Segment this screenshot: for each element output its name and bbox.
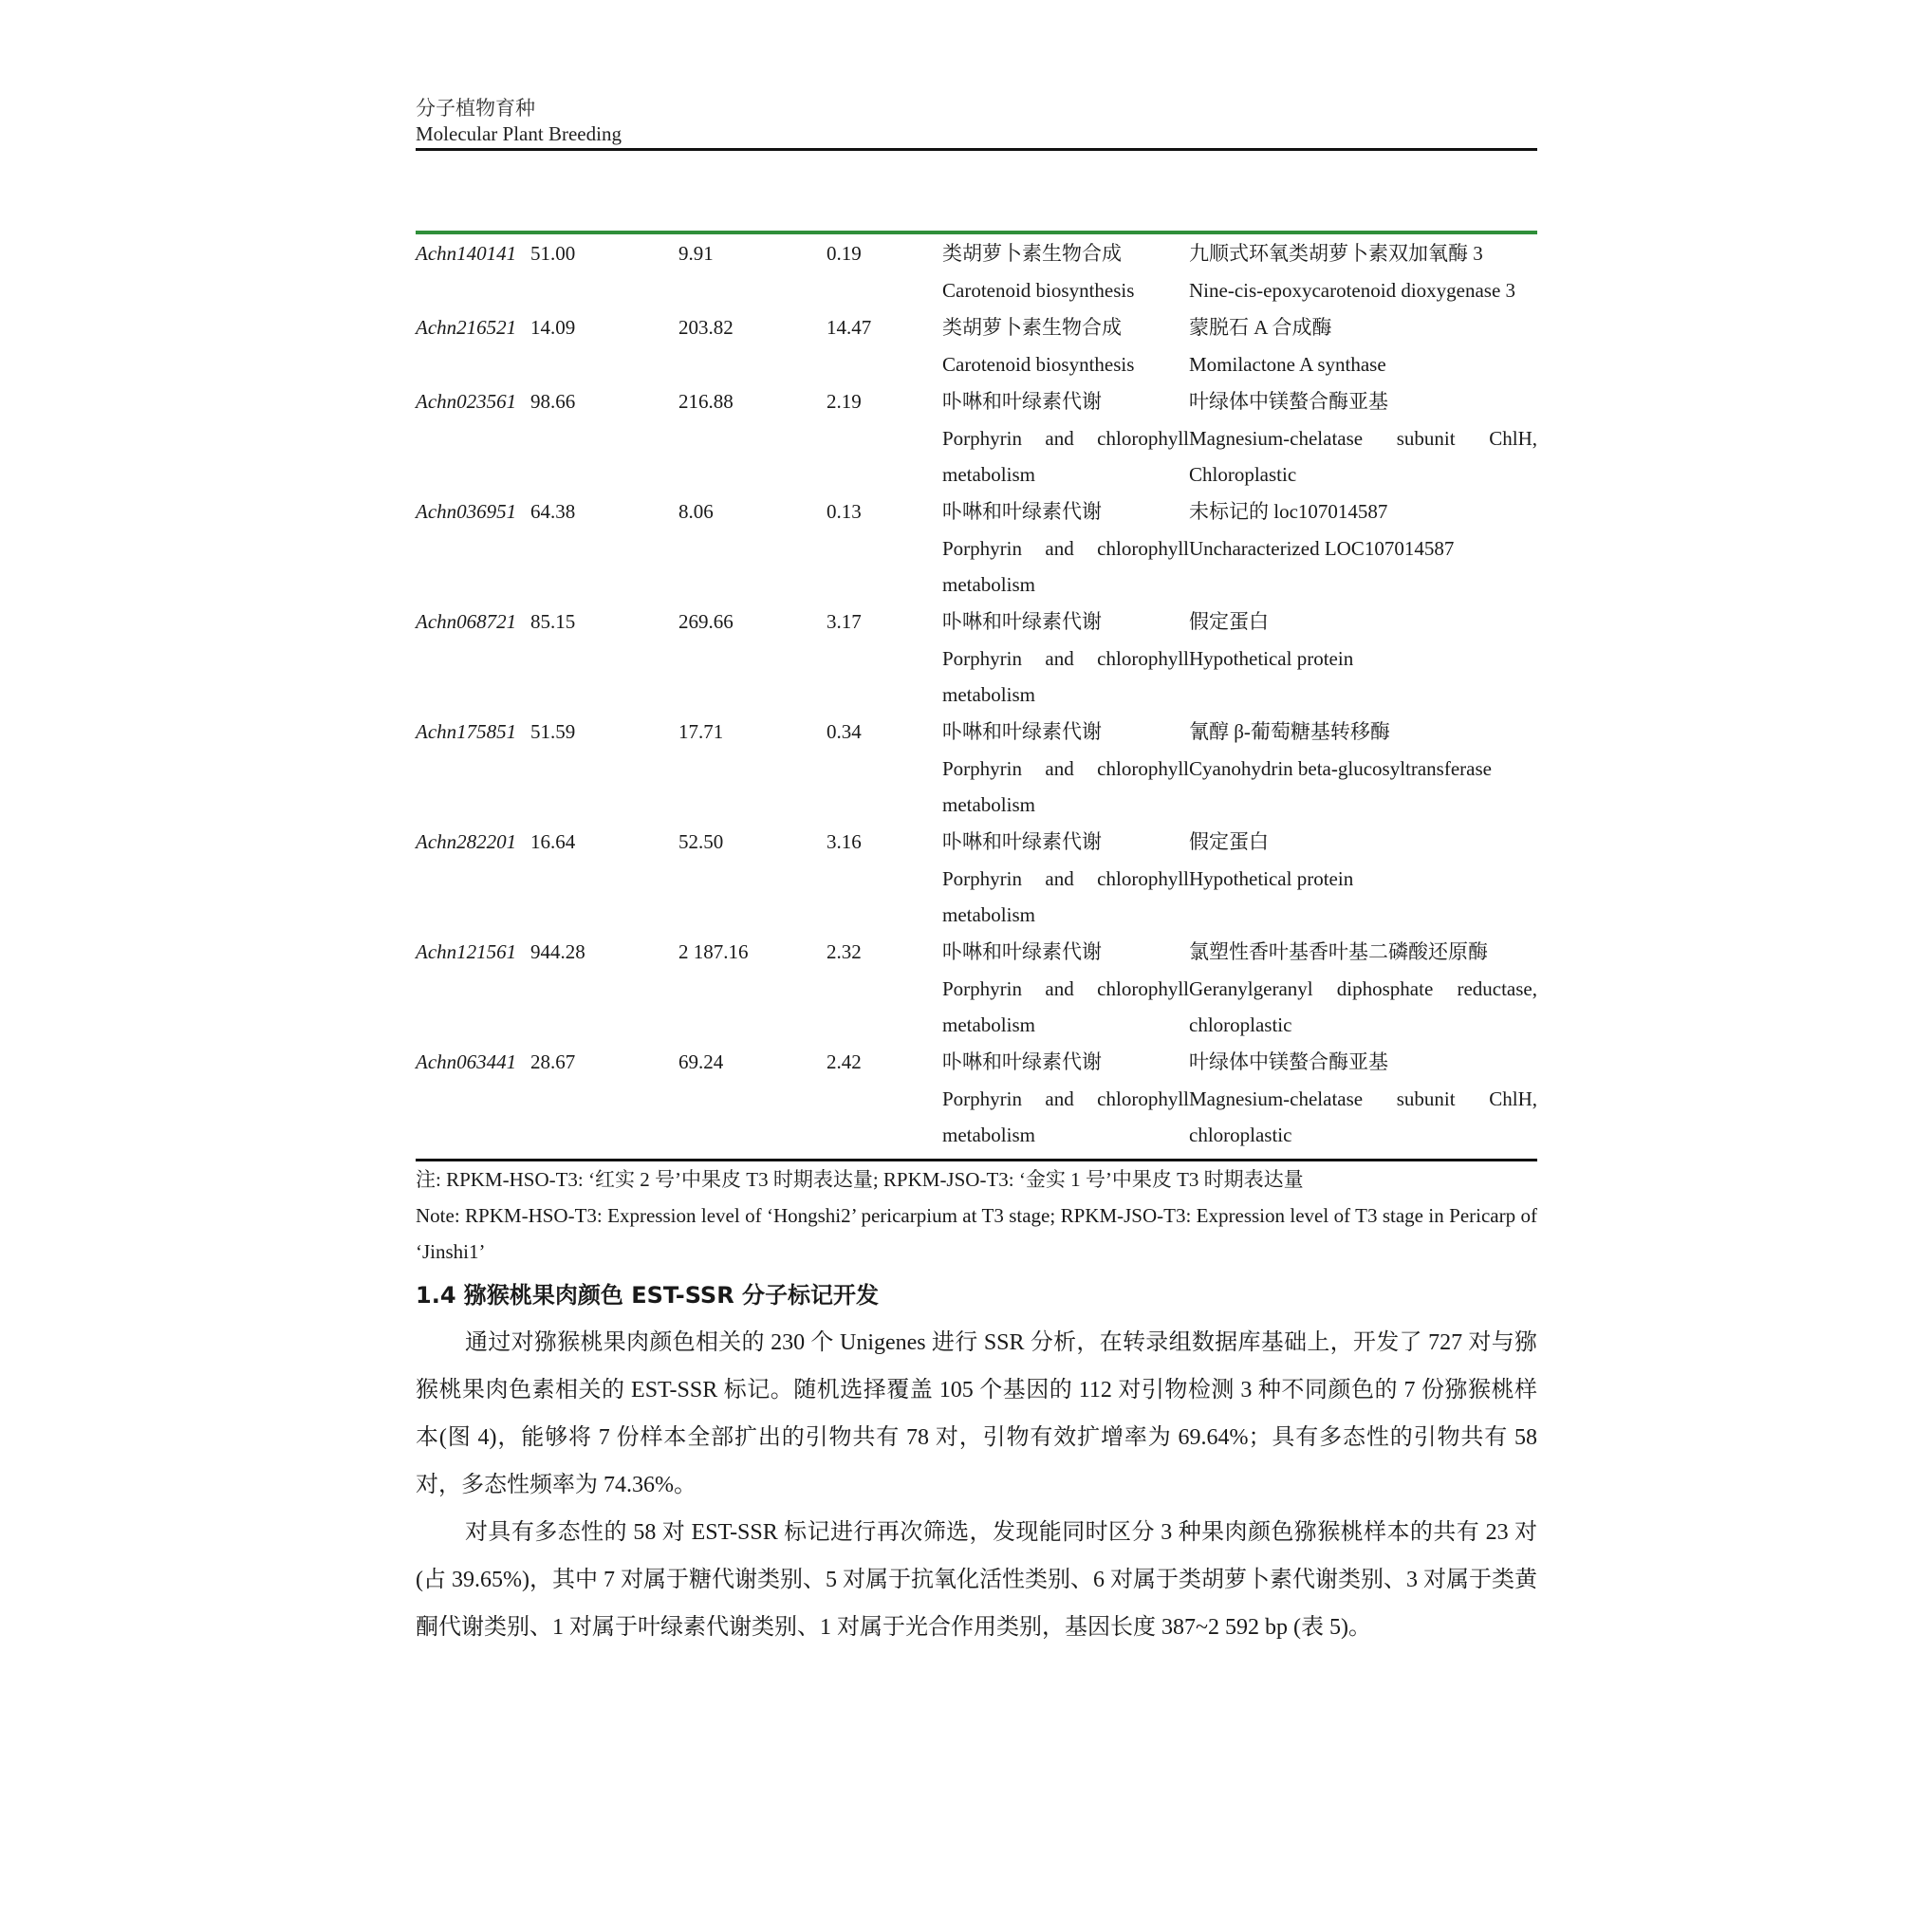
rpkm-hso-blank bbox=[530, 1081, 678, 1117]
gene-table bbox=[416, 231, 1537, 1651]
gene-id bbox=[416, 382, 530, 492]
rpkm-hso-blank bbox=[530, 420, 678, 456]
pathway bbox=[942, 713, 1189, 823]
rpkm-hso-blank bbox=[530, 1117, 678, 1153]
pathway bbox=[942, 603, 1189, 713]
gene-id-blank bbox=[416, 420, 530, 456]
rpkm-hso: 16.64 bbox=[530, 830, 576, 853]
rpkm-jso-blank bbox=[678, 861, 827, 897]
rpkm-hso: 98.66 bbox=[530, 390, 576, 413]
fold-change-blank bbox=[827, 272, 942, 308]
pathway-en: Porphyrin and chlorophyll bbox=[942, 647, 1189, 670]
pathway-cn: 卟啉和叶绿素代谢 bbox=[942, 390, 1102, 413]
rpkm-hso: 28.67 bbox=[530, 1050, 576, 1073]
rpkm-hso-blank bbox=[530, 971, 678, 1007]
annotation-en-cont bbox=[1189, 787, 1537, 823]
fold-change-blank bbox=[827, 1081, 942, 1117]
pathway-cn: 卟啉和叶绿素代谢 bbox=[942, 940, 1102, 963]
gene-id bbox=[416, 308, 530, 382]
gene-id-blank bbox=[416, 1007, 530, 1043]
annotation bbox=[1189, 492, 1537, 603]
rpkm-jso-blank bbox=[678, 272, 827, 308]
annotation bbox=[1189, 933, 1537, 1043]
annotation-en: Uncharacterized LOC107014587 bbox=[1189, 537, 1455, 560]
body-paragraph-2: 对具有多态性的 58 对 EST-SSR 标记进行再次筛选，发现能同时区分 3 种果肉颜色猕猴桃样本的共有 23 对(占 39.65%)，其中 7 对属于糖代谢类别、5 对属于抗氧化活性类别、6 对属于类胡萝卜素代谢类别、3 对属于类黄酮代谢类别、1 对属于叶绿素代谢类别、1 对属于光合作用类别，基因长度 387~2 592 bp (表 5)。 bbox=[416, 1520, 1537, 1640]
header-rule bbox=[416, 148, 1537, 151]
annotation-cn: 假定蛋白 bbox=[1189, 610, 1269, 633]
fold-change-blank bbox=[827, 1007, 942, 1043]
annotation-en-cont bbox=[1189, 677, 1537, 713]
fold-change bbox=[827, 308, 942, 382]
gene-id-blank bbox=[416, 677, 530, 713]
pathway-en-cont: metabolism bbox=[942, 1013, 1035, 1036]
rpkm-hso-blank bbox=[530, 787, 678, 823]
pathway-en: Carotenoid biosynthesis bbox=[942, 279, 1135, 302]
table-note-cn: 注: RPKM-HSO-T3: ‘红实 2 号’中果皮 T3 时期表达量; RPKM-JSO-T3: ‘金实 1 号’中果皮 T3 时期表达量 bbox=[416, 1168, 1304, 1191]
body-paragraph-1: 通过对猕猴桃果肉颜色相关的 230 个 Unigenes 进行 SSR 分析，在转录组数据库基础上，开发了 727 对与猕猴桃果肉色素相关的 EST-SSR 标记。随机选择覆盖 105 个基因的 112 对引物检测 3 种不同颜色的 7 份猕猴桃样本(图 4)，能够将 7 份样本全部扩出的引物共有 78 对，引物有效扩增率为 69.64%；具有多态性的引物共有 58 对，多态性频率为 74.36%。 bbox=[416, 1330, 1537, 1497]
rpkm-jso-blank bbox=[678, 567, 827, 603]
pathway-en: Porphyrin and chlorophyll bbox=[942, 977, 1189, 1000]
rpkm-jso-blank bbox=[678, 1117, 827, 1153]
gene-id bbox=[416, 713, 530, 823]
annotation-en-cont: chloroplastic bbox=[1189, 1124, 1292, 1146]
gene-id-blank bbox=[416, 971, 530, 1007]
fold-change: 0.13 bbox=[827, 500, 862, 523]
gene-id: Achn063441 bbox=[416, 1050, 517, 1073]
annotation-en: Geranylgeranyl diphosphate reductase, bbox=[1189, 977, 1537, 1000]
pathway-en: Porphyrin and chlorophyll bbox=[942, 757, 1189, 780]
rpkm-jso-blank bbox=[678, 787, 827, 823]
pathway bbox=[942, 308, 1189, 382]
rpkm-hso bbox=[530, 823, 678, 933]
fold-change-blank bbox=[827, 420, 942, 456]
table-row bbox=[416, 1043, 1537, 1153]
rpkm-jso bbox=[678, 382, 827, 492]
section-heading: 1.4 猕猴桃果肉颜色 EST-SSR 分子标记开发 bbox=[416, 1282, 880, 1309]
page bbox=[416, 95, 1537, 1640]
annotation-en-cont: Chloroplastic bbox=[1189, 463, 1297, 486]
table-row bbox=[416, 933, 1537, 1043]
gene-id-blank bbox=[416, 567, 530, 603]
pathway bbox=[942, 234, 1189, 308]
fold-change bbox=[827, 603, 942, 713]
rpkm-hso-blank bbox=[530, 530, 678, 567]
rpkm-hso-blank bbox=[530, 861, 678, 897]
table-row bbox=[416, 492, 1537, 603]
rpkm-hso bbox=[530, 382, 678, 492]
annotation-cn: 叶绿体中镁螯合酶亚基 bbox=[1189, 390, 1388, 413]
rpkm-jso bbox=[678, 603, 827, 713]
rpkm-hso bbox=[530, 492, 678, 603]
rpkm-hso bbox=[530, 234, 678, 308]
gene-id-blank bbox=[416, 272, 530, 308]
pathway bbox=[942, 933, 1189, 1043]
fold-change bbox=[827, 1043, 942, 1153]
gene-id bbox=[416, 492, 530, 603]
gene-id-blank bbox=[416, 897, 530, 933]
rpkm-hso bbox=[530, 308, 678, 382]
rpkm-jso bbox=[678, 823, 827, 933]
gene-id-blank bbox=[416, 1117, 530, 1153]
rpkm-jso bbox=[678, 492, 827, 603]
fold-change bbox=[827, 234, 942, 308]
pathway-cn: 卟啉和叶绿素代谢 bbox=[942, 830, 1102, 853]
annotation-cn: 九顺式环氧类胡萝卜素双加氧酶 3 bbox=[1189, 242, 1483, 265]
pathway-en: Porphyrin and chlorophyll bbox=[942, 867, 1189, 890]
fold-change: 3.16 bbox=[827, 830, 862, 853]
fold-change: 0.19 bbox=[827, 242, 862, 265]
table-note-en: Note: RPKM-HSO-T3: Expression level of ‘Hongshi2’ pericarpium at T3 stage; RPKM-JSO-T3: Expression level of T3 stage in Pericarp of ‘Jinshi1’ bbox=[416, 1204, 1537, 1263]
gene-id-blank bbox=[416, 456, 530, 492]
annotation-cn: 未标记的 loc107014587 bbox=[1189, 500, 1388, 523]
annotation-en-cont bbox=[1189, 567, 1537, 603]
rpkm-hso-blank bbox=[530, 751, 678, 787]
pathway-cn: 卟啉和叶绿素代谢 bbox=[942, 500, 1102, 523]
gene-id-blank bbox=[416, 751, 530, 787]
pathway bbox=[942, 492, 1189, 603]
rpkm-hso: 64.38 bbox=[530, 500, 576, 523]
journal-title-en: Molecular Plant Breeding bbox=[416, 122, 622, 145]
gene-id: Achn282201 bbox=[416, 830, 517, 853]
rpkm-hso bbox=[530, 713, 678, 823]
annotation bbox=[1189, 713, 1537, 823]
pathway-en: Porphyrin and chlorophyll bbox=[942, 537, 1189, 560]
fold-change-blank bbox=[827, 861, 942, 897]
journal-title-cn: 分子植物育种 bbox=[416, 97, 535, 120]
rpkm-hso bbox=[530, 1043, 678, 1153]
rpkm-hso: 51.00 bbox=[530, 242, 576, 265]
fold-change: 0.34 bbox=[827, 720, 862, 743]
fold-change-blank bbox=[827, 677, 942, 713]
gene-id: Achn175851 bbox=[416, 720, 517, 743]
fold-change-blank bbox=[827, 456, 942, 492]
rpkm-hso: 944.28 bbox=[530, 940, 585, 963]
rpkm-hso-blank bbox=[530, 346, 678, 382]
annotation bbox=[1189, 234, 1537, 308]
gene-id: Achn121561 bbox=[416, 940, 517, 963]
gene-id: Achn036951 bbox=[416, 500, 517, 523]
fold-change-blank bbox=[827, 897, 942, 933]
annotation-en: Magnesium-chelatase subunit ChlH, bbox=[1189, 1087, 1537, 1110]
rpkm-jso: 69.24 bbox=[678, 1050, 724, 1073]
fold-change: 14.47 bbox=[827, 316, 872, 339]
fold-change-blank bbox=[827, 971, 942, 1007]
rpkm-jso bbox=[678, 1043, 827, 1153]
pathway-en-cont: metabolism bbox=[942, 573, 1035, 596]
gene-id-blank bbox=[416, 861, 530, 897]
rpkm-jso-blank bbox=[678, 346, 827, 382]
pathway-en: Porphyrin and chlorophyll bbox=[942, 427, 1189, 450]
pathway-cn: 类胡萝卜素生物合成 bbox=[942, 242, 1122, 265]
rpkm-hso-blank bbox=[530, 456, 678, 492]
fold-change-blank bbox=[827, 346, 942, 382]
pathway-en-cont: metabolism bbox=[942, 463, 1035, 486]
rpkm-jso bbox=[678, 308, 827, 382]
rpkm-hso-blank bbox=[530, 677, 678, 713]
rpkm-jso bbox=[678, 234, 827, 308]
rpkm-jso: 203.82 bbox=[678, 316, 734, 339]
pathway-en: Porphyrin and chlorophyll bbox=[942, 1087, 1189, 1110]
rpkm-jso-blank bbox=[678, 751, 827, 787]
rpkm-jso: 269.66 bbox=[678, 610, 734, 633]
annotation-cn: 氰醇 β-葡萄糖基转移酶 bbox=[1189, 720, 1390, 743]
fold-change bbox=[827, 492, 942, 603]
pathway-cn: 类胡萝卜素生物合成 bbox=[942, 316, 1122, 339]
rpkm-hso bbox=[530, 933, 678, 1043]
rpkm-jso-blank bbox=[678, 1081, 827, 1117]
gene-id-blank bbox=[416, 787, 530, 823]
gene-id-blank bbox=[416, 1081, 530, 1117]
gene-id bbox=[416, 823, 530, 933]
annotation-cn: 氯塑性香叶基香叶基二磷酸还原酶 bbox=[1189, 940, 1488, 963]
gene-id bbox=[416, 933, 530, 1043]
fold-change-blank bbox=[827, 567, 942, 603]
fold-change-blank bbox=[827, 751, 942, 787]
rpkm-jso bbox=[678, 713, 827, 823]
fold-change bbox=[827, 933, 942, 1043]
fold-change-blank bbox=[827, 1117, 942, 1153]
rpkm-hso bbox=[530, 603, 678, 713]
annotation-cn: 叶绿体中镁螯合酶亚基 bbox=[1189, 1050, 1388, 1073]
fold-change-blank bbox=[827, 787, 942, 823]
annotation bbox=[1189, 382, 1537, 492]
pathway bbox=[942, 1043, 1189, 1153]
gene-id: Achn140141 bbox=[416, 242, 517, 265]
annotation-cn: 假定蛋白 bbox=[1189, 830, 1269, 853]
fold-change: 2.19 bbox=[827, 390, 862, 413]
table-row bbox=[416, 823, 1537, 933]
annotation bbox=[1189, 603, 1537, 713]
gene-id: Achn068721 bbox=[416, 610, 517, 633]
pathway-en-cont: metabolism bbox=[942, 1124, 1035, 1146]
rpkm-hso: 14.09 bbox=[530, 316, 576, 339]
rpkm-jso: 8.06 bbox=[678, 500, 714, 523]
rpkm-jso bbox=[678, 933, 827, 1043]
rpkm-hso-blank bbox=[530, 272, 678, 308]
gene-id-blank bbox=[416, 641, 530, 677]
rpkm-jso-blank bbox=[678, 971, 827, 1007]
table-row bbox=[416, 603, 1537, 713]
rpkm-jso-blank bbox=[678, 530, 827, 567]
pathway-en-cont: metabolism bbox=[942, 683, 1035, 706]
pathway bbox=[942, 382, 1189, 492]
fold-change bbox=[827, 713, 942, 823]
rpkm-hso-blank bbox=[530, 567, 678, 603]
annotation-en: Nine-cis-epoxycarotenoid dioxygenase 3 bbox=[1189, 279, 1516, 302]
annotation-cn: 蒙脱石 A 合成酶 bbox=[1189, 316, 1332, 339]
fold-change-blank bbox=[827, 641, 942, 677]
gene-id bbox=[416, 1043, 530, 1153]
annotation-en: Hypothetical protein bbox=[1189, 647, 1354, 670]
fold-change-blank bbox=[827, 530, 942, 567]
rpkm-jso: 216.88 bbox=[678, 390, 734, 413]
table-row bbox=[416, 713, 1537, 823]
rpkm-jso: 17.71 bbox=[678, 720, 724, 743]
rpkm-jso-blank bbox=[678, 641, 827, 677]
table-body bbox=[416, 234, 1537, 1153]
rpkm-jso: 9.91 bbox=[678, 242, 714, 265]
table-row bbox=[416, 234, 1537, 308]
pathway-cn: 卟啉和叶绿素代谢 bbox=[942, 610, 1102, 633]
rpkm-jso-blank bbox=[678, 1007, 827, 1043]
rpkm-hso: 85.15 bbox=[530, 610, 576, 633]
pathway-en-cont: metabolism bbox=[942, 793, 1035, 816]
rpkm-hso: 51.59 bbox=[530, 720, 576, 743]
gene-id-blank bbox=[416, 530, 530, 567]
annotation-en: Hypothetical protein bbox=[1189, 867, 1354, 890]
annotation-en-cont bbox=[1189, 897, 1537, 933]
rpkm-jso-blank bbox=[678, 456, 827, 492]
fold-change: 2.32 bbox=[827, 940, 862, 963]
annotation-en: Magnesium-chelatase subunit ChlH, bbox=[1189, 427, 1537, 450]
rpkm-jso-blank bbox=[678, 420, 827, 456]
annotation-en-cont: chloroplastic bbox=[1189, 1013, 1292, 1036]
pathway bbox=[942, 823, 1189, 933]
fold-change: 3.17 bbox=[827, 610, 862, 633]
rpkm-jso: 52.50 bbox=[678, 830, 724, 853]
fold-change: 2.42 bbox=[827, 1050, 862, 1073]
fold-change bbox=[827, 382, 942, 492]
table-row bbox=[416, 308, 1537, 382]
annotation bbox=[1189, 1043, 1537, 1153]
pathway-cn: 卟啉和叶绿素代谢 bbox=[942, 1050, 1102, 1073]
rpkm-jso-blank bbox=[678, 897, 827, 933]
table-row bbox=[416, 382, 1537, 492]
pathway-en-cont: metabolism bbox=[942, 903, 1035, 926]
annotation bbox=[1189, 308, 1537, 382]
pathway-en: Carotenoid biosynthesis bbox=[942, 353, 1135, 376]
annotation-en: Cyanohydrin beta-glucosyltransferase bbox=[1189, 757, 1492, 780]
rpkm-hso-blank bbox=[530, 641, 678, 677]
gene-id bbox=[416, 603, 530, 713]
gene-id-blank bbox=[416, 346, 530, 382]
rpkm-jso: 2 187.16 bbox=[678, 940, 749, 963]
gene-id bbox=[416, 234, 530, 308]
gene-id: Achn023561 bbox=[416, 390, 517, 413]
rpkm-hso-blank bbox=[530, 1007, 678, 1043]
rpkm-hso-blank bbox=[530, 897, 678, 933]
annotation-en: Momilactone A synthase bbox=[1189, 353, 1386, 376]
rpkm-jso-blank bbox=[678, 677, 827, 713]
annotation bbox=[1189, 823, 1537, 933]
pathway-cn: 卟啉和叶绿素代谢 bbox=[942, 720, 1102, 743]
fold-change bbox=[827, 823, 942, 933]
gene-id: Achn216521 bbox=[416, 316, 517, 339]
